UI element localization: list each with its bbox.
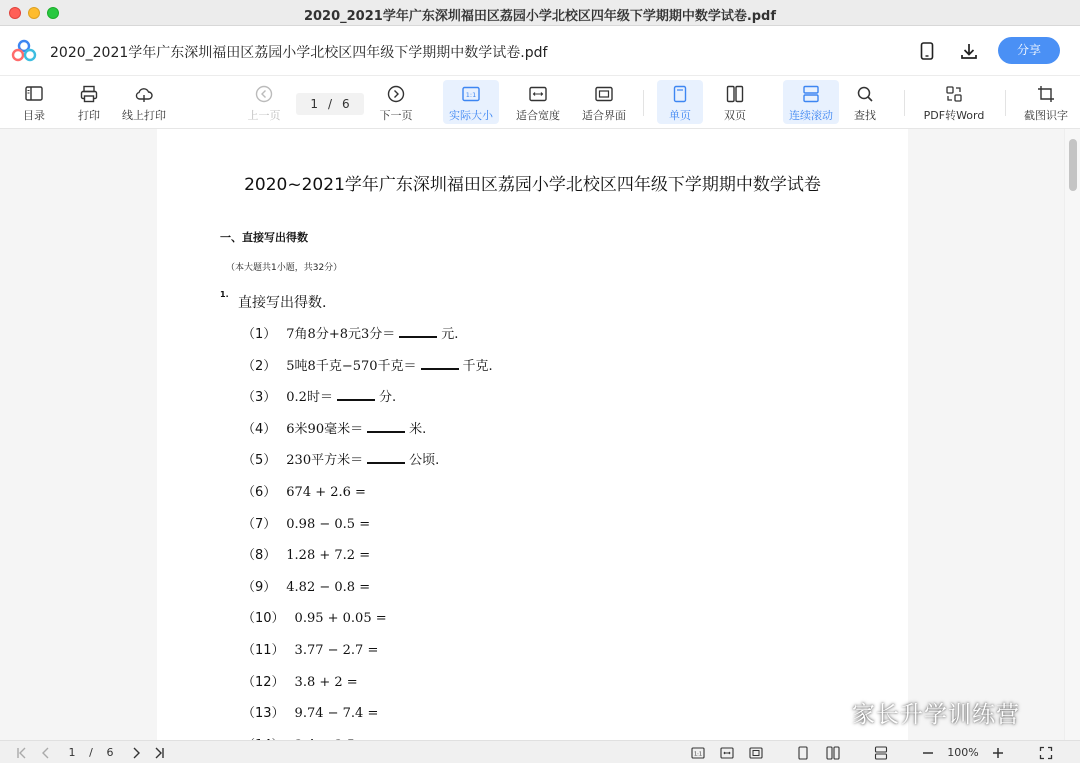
fit-page-icon bbox=[594, 84, 614, 104]
app-header bbox=[0, 26, 1080, 76]
prev-page-icon[interactable] bbox=[38, 744, 54, 761]
question-item bbox=[242, 323, 458, 342]
question-item bbox=[242, 355, 493, 374]
item-unit: 元. bbox=[441, 327, 459, 342]
watermark bbox=[808, 696, 1020, 729]
prev-page-label: 上一页 bbox=[247, 109, 281, 122]
scrollbar-thumb[interactable] bbox=[1069, 139, 1077, 191]
item-index: （13） bbox=[242, 706, 285, 722]
ocr-label: 截图识字 bbox=[1024, 109, 1068, 122]
actual-size-button[interactable] bbox=[443, 80, 499, 124]
window-title: 2020_2021学年广东深圳福田区荔园小学北校区四年级下学期期中数学试卷.pdf bbox=[303, 9, 777, 24]
item-index: （3） bbox=[242, 390, 277, 406]
item-expression: 674 + 2.6 = bbox=[286, 485, 366, 500]
question-item bbox=[242, 513, 370, 532]
chevron-right-circle-icon bbox=[386, 84, 406, 104]
share-button[interactable]: 分享 bbox=[998, 37, 1060, 64]
fit-page-label: 适合界面 bbox=[582, 109, 626, 122]
last-page-icon[interactable] bbox=[151, 744, 167, 761]
pdf-to-word-label: PDF转Word bbox=[923, 109, 985, 122]
item-expression: 1.28 + 7.2 = bbox=[286, 548, 371, 564]
item-index: （10） bbox=[242, 611, 285, 627]
item-expression: 6米90毫米＝ bbox=[286, 421, 364, 437]
item-index: （12） bbox=[242, 674, 285, 690]
item-index: （4） bbox=[242, 421, 277, 437]
item-expression: 230平方米＝ bbox=[286, 453, 364, 469]
first-page-icon[interactable] bbox=[14, 744, 30, 761]
question-item bbox=[242, 449, 439, 468]
fullscreen-icon[interactable] bbox=[1038, 744, 1054, 761]
item-index: （9） bbox=[242, 579, 277, 595]
online-print-button[interactable] bbox=[118, 80, 170, 124]
printer-icon bbox=[79, 84, 99, 104]
single-page-label: 单页 bbox=[669, 109, 691, 122]
svg-text:1:1: 1:1 bbox=[465, 91, 477, 99]
question-item bbox=[242, 386, 396, 405]
item-expression: 0.2时＝ bbox=[286, 390, 333, 406]
fit-width-icon[interactable] bbox=[718, 744, 736, 761]
next-page-label: 下一页 bbox=[379, 109, 413, 122]
chevron-left-circle-icon bbox=[254, 84, 274, 104]
item-expression: 0.98 − 0.5 = bbox=[286, 516, 371, 532]
item-index: （6） bbox=[242, 485, 277, 500]
continuous-scroll-label: 连续滚动 bbox=[789, 109, 833, 122]
double-page-button[interactable] bbox=[712, 80, 758, 124]
toolbar bbox=[0, 76, 1080, 129]
sidebar-icon bbox=[24, 84, 44, 104]
answer-blank bbox=[337, 389, 375, 401]
find-label: 查找 bbox=[854, 109, 876, 122]
toc-label: 目录 bbox=[23, 109, 45, 122]
status-page-separator: / bbox=[89, 746, 93, 759]
question-item bbox=[242, 639, 378, 658]
fit-page-button[interactable] bbox=[578, 80, 630, 124]
item-index: （5） bbox=[242, 453, 277, 469]
item-index: （2） bbox=[242, 358, 277, 374]
question-item bbox=[242, 671, 358, 690]
cloud-icon bbox=[134, 84, 154, 104]
download-icon[interactable] bbox=[958, 40, 980, 62]
ocr-button[interactable] bbox=[1018, 80, 1074, 124]
zoom-in-icon[interactable] bbox=[990, 744, 1006, 761]
find-button[interactable] bbox=[845, 80, 885, 124]
window-titlebar bbox=[0, 0, 1080, 26]
pdf-page bbox=[157, 129, 908, 749]
page-separator: / bbox=[327, 97, 333, 111]
page-number-input[interactable] bbox=[296, 93, 364, 115]
question-stem: 直接写出得数. bbox=[238, 295, 327, 311]
double-page-icon[interactable] bbox=[824, 744, 842, 761]
item-index: （7） bbox=[242, 516, 277, 532]
page-total: 6 bbox=[342, 97, 350, 111]
zoom-level[interactable]: 100% bbox=[947, 746, 979, 759]
question-number: 1. bbox=[220, 290, 229, 299]
status-page-total: 6 bbox=[106, 746, 114, 759]
convert-icon bbox=[944, 84, 964, 104]
app-logo-icon bbox=[12, 40, 36, 62]
item-unit: 千克. bbox=[462, 358, 493, 374]
section-note: （本大题共1小题，共32分） bbox=[226, 263, 343, 273]
wechat-icon bbox=[808, 698, 844, 728]
toc-button[interactable] bbox=[16, 80, 52, 124]
svg-text:1:1: 1:1 bbox=[693, 751, 703, 757]
item-expression: 3.8 + 2 = bbox=[294, 674, 358, 690]
double-page-label: 双页 bbox=[724, 109, 746, 122]
toolbar-divider bbox=[643, 90, 644, 116]
question-item bbox=[242, 702, 378, 721]
question-item bbox=[242, 418, 426, 437]
status-bar bbox=[0, 740, 1080, 763]
fit-width-icon bbox=[528, 84, 548, 104]
item-expression: 9.74 − 7.4 = bbox=[294, 706, 379, 722]
phone-icon[interactable] bbox=[916, 40, 938, 62]
watermark-text: 家长升学训练营 bbox=[852, 702, 1020, 728]
item-unit: 公顷. bbox=[409, 453, 440, 469]
continuous-scroll-button[interactable] bbox=[783, 80, 839, 124]
section-heading: 一、直接写出得数 bbox=[220, 231, 308, 244]
item-expression: 7角8分+8元3分＝ bbox=[286, 327, 396, 342]
online-print-label: 线上打印 bbox=[122, 109, 166, 122]
status-page-current[interactable]: 1 bbox=[68, 746, 76, 759]
search-icon bbox=[855, 84, 875, 104]
question-item bbox=[242, 607, 387, 626]
fit-page-icon[interactable] bbox=[747, 744, 765, 761]
document-name: 2020_2021学年广东深圳福田区荔园小学北校区四年级下学期期中数学试卷.pdf bbox=[50, 45, 548, 61]
actual-size-icon[interactable] bbox=[689, 744, 707, 761]
item-expression: 4.82 − 0.8 = bbox=[286, 579, 371, 595]
item-index: （11） bbox=[242, 643, 285, 658]
item-expression: 3.77 − 2.7 = bbox=[294, 643, 379, 658]
print-button[interactable] bbox=[71, 80, 107, 124]
vertical-scrollbar[interactable] bbox=[1064, 129, 1080, 740]
next-page-button[interactable] bbox=[376, 80, 416, 124]
toolbar-divider bbox=[904, 90, 905, 116]
question-item bbox=[242, 576, 370, 595]
next-page-icon[interactable] bbox=[128, 744, 144, 761]
answer-blank bbox=[421, 358, 459, 370]
item-unit: 米. bbox=[409, 421, 427, 437]
answer-blank bbox=[367, 452, 405, 464]
toolbar-divider bbox=[1005, 90, 1006, 116]
answer-blank bbox=[367, 421, 405, 433]
item-expression: 0.95 + 0.05 = bbox=[294, 611, 387, 627]
continuous-scroll-icon[interactable] bbox=[872, 744, 890, 761]
prev-page-button[interactable] bbox=[244, 80, 284, 124]
question-item bbox=[242, 544, 370, 563]
single-page-icon[interactable] bbox=[794, 744, 812, 761]
page-current: 1 bbox=[310, 97, 318, 111]
double-page-icon bbox=[725, 84, 745, 104]
single-page-button[interactable] bbox=[657, 80, 703, 124]
document-title: 2020~2021学年广东深圳福田区荔园小学北校区四年级下学期期中数学试卷 bbox=[244, 175, 821, 195]
print-label: 打印 bbox=[78, 109, 100, 122]
continuous-scroll-icon bbox=[801, 84, 821, 104]
crop-icon bbox=[1036, 84, 1056, 104]
fit-width-label: 适合宽度 bbox=[516, 109, 560, 122]
zoom-out-icon[interactable] bbox=[920, 744, 936, 761]
fit-width-button[interactable] bbox=[512, 80, 564, 124]
pdf-to-word-button[interactable] bbox=[920, 80, 988, 124]
item-expression: 5吨8千克−570千克＝ bbox=[286, 358, 417, 374]
answer-blank bbox=[399, 326, 437, 338]
question-item bbox=[242, 481, 366, 500]
single-page-icon bbox=[670, 84, 690, 104]
item-index: （1） bbox=[242, 327, 277, 342]
document-viewport[interactable] bbox=[0, 129, 1080, 740]
item-index: （8） bbox=[242, 548, 277, 564]
item-unit: 分. bbox=[378, 390, 397, 406]
actual-size-icon bbox=[461, 84, 481, 104]
actual-size-label: 实际大小 bbox=[449, 109, 493, 122]
